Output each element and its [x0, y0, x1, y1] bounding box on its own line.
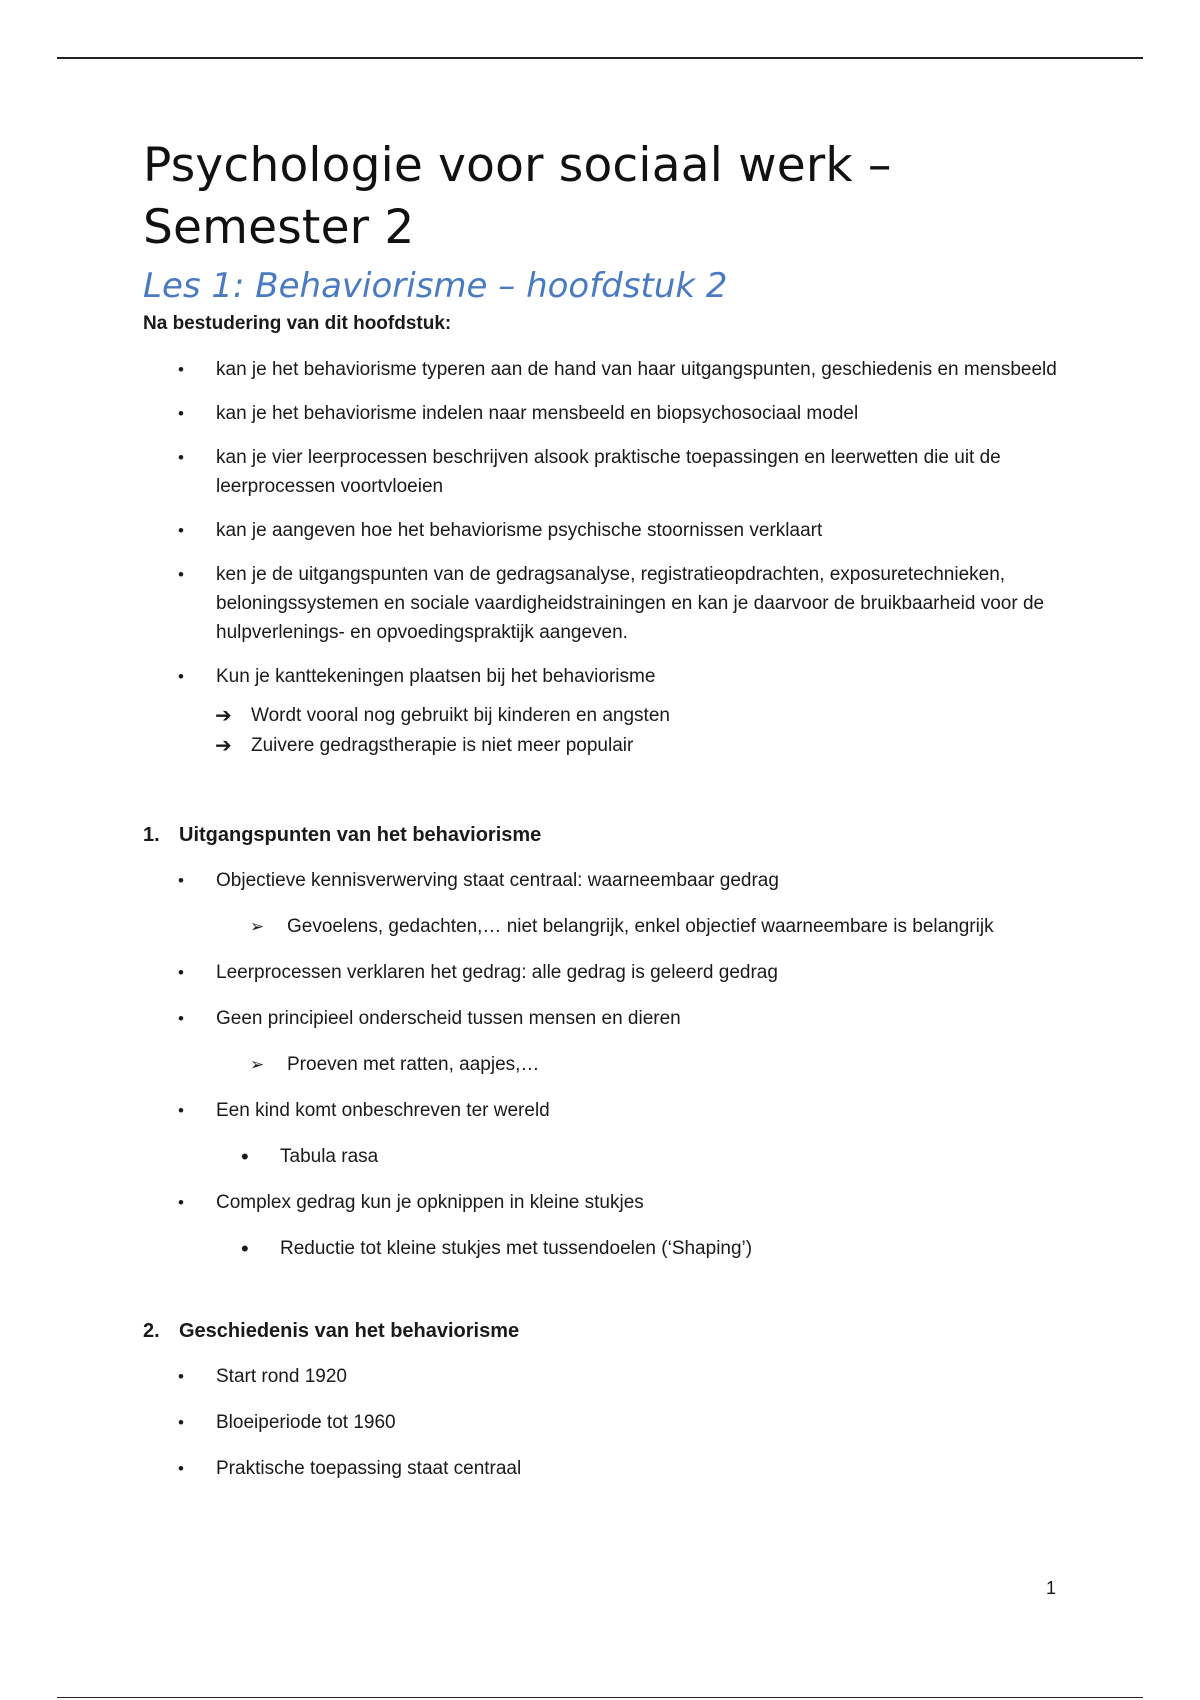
- section-title: Geschiedenis van het behaviorisme: [179, 1320, 520, 1342]
- list-item: [143, 913, 1063, 941]
- arrow-notes-list: [143, 701, 1063, 761]
- header-rule: [57, 57, 1143, 59]
- list-item: [143, 1455, 1063, 1483]
- item-text: Bloeiperiode tot 1960: [216, 1412, 396, 1433]
- goal-text: kan je vier leerprocessen beschrijven alsook praktische toepassingen en leerwetten die uit de leerprocessen voortvloeien: [216, 447, 1001, 497]
- bullet-icon: •: [178, 1413, 184, 1432]
- list-item: [143, 1143, 1063, 1171]
- list-item: [143, 443, 1063, 501]
- list-item: [143, 959, 1063, 987]
- goal-text: kan je het behaviorisme typeren aan de hand van haar uitgangspunten, geschiedenis en mensbeeld: [216, 359, 1057, 380]
- chevron-right-icon: ➢: [250, 917, 265, 936]
- bullet-icon: •: [178, 360, 184, 379]
- arrow-right-icon: ➔: [215, 705, 232, 727]
- page-number: 1: [1046, 1578, 1057, 1598]
- bullet-icon: •: [178, 1367, 184, 1386]
- item-text: Start rond 1920: [216, 1366, 347, 1387]
- bullet-icon: •: [178, 667, 184, 686]
- chevron-right-icon: ➢: [250, 1055, 265, 1074]
- item-text: Objectieve kennisverwerving staat centraal: waarneembaar gedrag: [216, 870, 779, 891]
- section-2-list: [143, 1363, 1063, 1483]
- list-item: [143, 867, 1063, 895]
- footer-rule: [57, 1697, 1143, 1698]
- list-item: [143, 731, 1063, 761]
- list-item: [143, 516, 1063, 545]
- goal-text: ken je de uitgangspunten van de gedragsanalyse, registratieopdrachten, exposuretechnieken, beloningssystemen en sociale vaardigheidstrainingen en kan je daarvoor de bruikbaarheid voor de hulpverlenings- en opvoedingspraktijk aangeven.: [216, 564, 1045, 643]
- lesson-subtitle: Les 1: Behaviorisme – hoofdstuk 2: [143, 266, 728, 306]
- section-number: 2.: [143, 1320, 160, 1342]
- item-text: Een kind komt onbeschreven ter wereld: [216, 1100, 550, 1121]
- list-item: [143, 560, 1063, 647]
- bullet-icon: •: [178, 565, 184, 584]
- section-heading-2: [143, 1317, 1063, 1345]
- bullet-icon: •: [178, 521, 184, 540]
- note-text: Wordt vooral nog gebruikt bij kinderen en angsten: [251, 705, 670, 726]
- dot-bullet-icon: •: [241, 1144, 249, 1169]
- section-number: 1.: [143, 824, 160, 846]
- item-text: Proeven met ratten, aapjes,…: [287, 1054, 540, 1075]
- goal-text: kan je het behaviorisme indelen naar mensbeeld en biopsychosociaal model: [216, 403, 859, 424]
- arrow-right-icon: ➔: [215, 735, 232, 757]
- list-item: [143, 1189, 1063, 1217]
- document-title: Psychologie voor sociaal werk – Semester 2: [143, 138, 892, 255]
- bullet-icon: •: [178, 448, 184, 467]
- item-text: Complex gedrag kun je opknippen in kleine stukjes: [216, 1192, 644, 1213]
- list-item: [143, 1097, 1063, 1125]
- list-item: [143, 1235, 1063, 1263]
- item-text: Reductie tot kleine stukjes met tussendoelen (‘Shaping’): [280, 1238, 753, 1259]
- bullet-icon: •: [178, 963, 184, 982]
- list-item: [143, 399, 1063, 428]
- note-text: Zuivere gedragstherapie is niet meer populair: [251, 735, 634, 756]
- bullet-icon: •: [178, 1009, 184, 1028]
- section-1-list: [143, 867, 1063, 1263]
- document-page: [143, 135, 1063, 1501]
- list-item: [143, 355, 1063, 384]
- bullet-icon: •: [178, 1193, 184, 1212]
- item-text: Geen principieel onderscheid tussen mensen en dieren: [216, 1008, 681, 1029]
- list-item: [143, 1005, 1063, 1033]
- bullet-icon: •: [178, 404, 184, 423]
- item-text: Tabula rasa: [280, 1146, 379, 1167]
- bullet-icon: •: [178, 871, 184, 890]
- goal-text: kan je aangeven hoe het behaviorisme psychische stoornissen verklaart: [216, 520, 823, 541]
- bullet-icon: •: [178, 1101, 184, 1120]
- item-text: Praktische toepassing staat centraal: [216, 1458, 522, 1479]
- dot-bullet-icon: •: [241, 1236, 249, 1261]
- item-text: Leerprocessen verklaren het gedrag: alle gedrag is geleerd gedrag: [216, 962, 778, 983]
- intro-line: Na bestudering van dit hoofdstuk:: [143, 313, 452, 334]
- list-item: [143, 662, 1063, 691]
- list-item: [143, 1363, 1063, 1391]
- item-text: Gevoelens, gedachten,… niet belangrijk, enkel objectief waarneembare is belangrijk: [287, 916, 994, 937]
- list-item: [143, 1051, 1063, 1079]
- list-item: [143, 701, 1063, 731]
- bullet-icon: •: [178, 1459, 184, 1478]
- section-heading-1: [143, 821, 1063, 849]
- learning-goals-list: [143, 355, 1063, 691]
- list-item: [143, 1409, 1063, 1437]
- section-title: Uitgangspunten van het behaviorisme: [179, 824, 542, 846]
- goal-text: Kun je kanttekeningen plaatsen bij het behaviorisme: [216, 666, 656, 687]
